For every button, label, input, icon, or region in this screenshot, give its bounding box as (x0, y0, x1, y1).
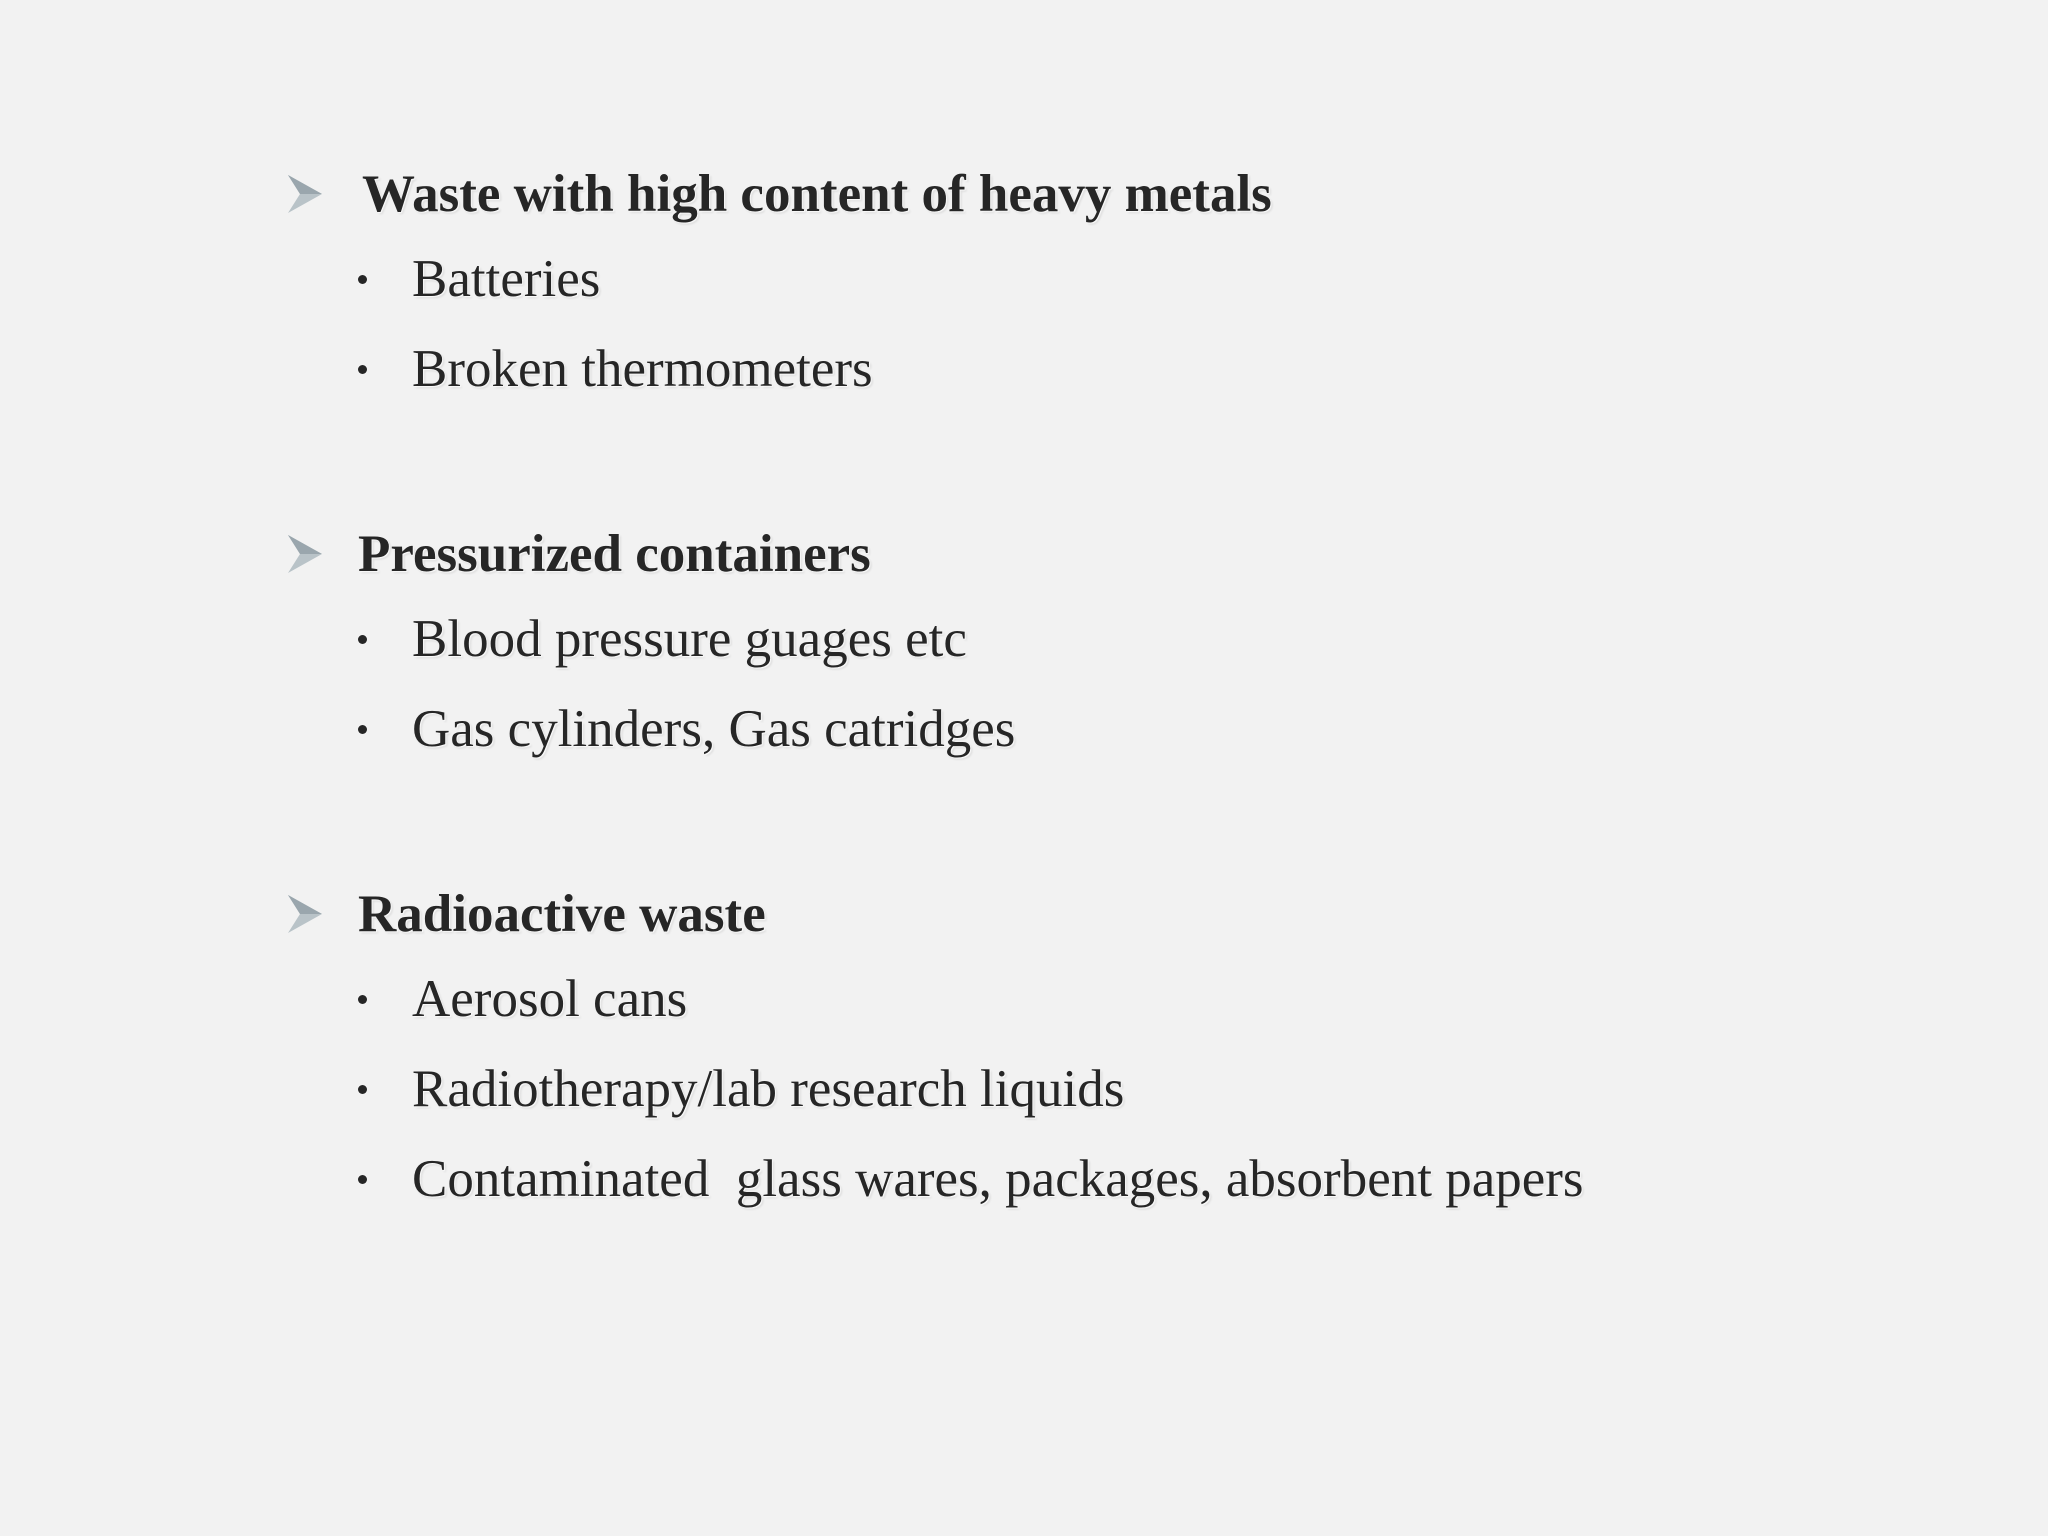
list-item-text: Aerosol cans (412, 970, 688, 1028)
section-heavy-metals (286, 160, 1846, 428)
bullet-dot-icon (358, 1175, 367, 1184)
item-list (358, 608, 1846, 760)
list-item (358, 338, 1846, 400)
item-list (358, 968, 1846, 1210)
section-heading-row (286, 880, 1846, 948)
section-radioactive-waste (286, 880, 1846, 1238)
list-item (358, 608, 1846, 670)
item-list (358, 248, 1846, 400)
arrowhead-bullet-icon (286, 892, 324, 936)
section-heading: Radioactive waste (358, 885, 766, 943)
list-item (358, 968, 1846, 1030)
list-item (358, 1148, 1846, 1210)
list-item-text: Blood pressure guages etc (412, 610, 967, 668)
bullet-dot-icon (358, 1085, 367, 1094)
list-item-text: Radiotherapy/lab research liquids (412, 1060, 1125, 1118)
bullet-dot-icon (358, 635, 367, 644)
section-heading-row (286, 520, 1846, 588)
list-item (358, 698, 1846, 760)
section-heading: Waste with high content of heavy metals (362, 165, 1272, 223)
bullet-dot-icon (358, 365, 367, 374)
list-item (358, 248, 1846, 310)
section-heading: Pressurized containers (358, 525, 871, 583)
arrowhead-bullet-icon (286, 532, 324, 576)
list-item-text: Contaminated glass wares, packages, absorbent papers (412, 1150, 1584, 1208)
section-heading-row (286, 160, 1846, 228)
list-item (358, 1058, 1846, 1120)
bullet-dot-icon (358, 725, 367, 734)
list-item-text: Batteries (412, 250, 601, 308)
bullet-dot-icon (358, 995, 367, 1004)
list-item-text: Gas cylinders, Gas catridges (412, 700, 1016, 758)
list-item-text: Broken thermometers (412, 340, 873, 398)
bullet-dot-icon (358, 275, 367, 284)
section-pressurized-containers (286, 520, 1846, 788)
arrowhead-bullet-icon (286, 172, 324, 216)
